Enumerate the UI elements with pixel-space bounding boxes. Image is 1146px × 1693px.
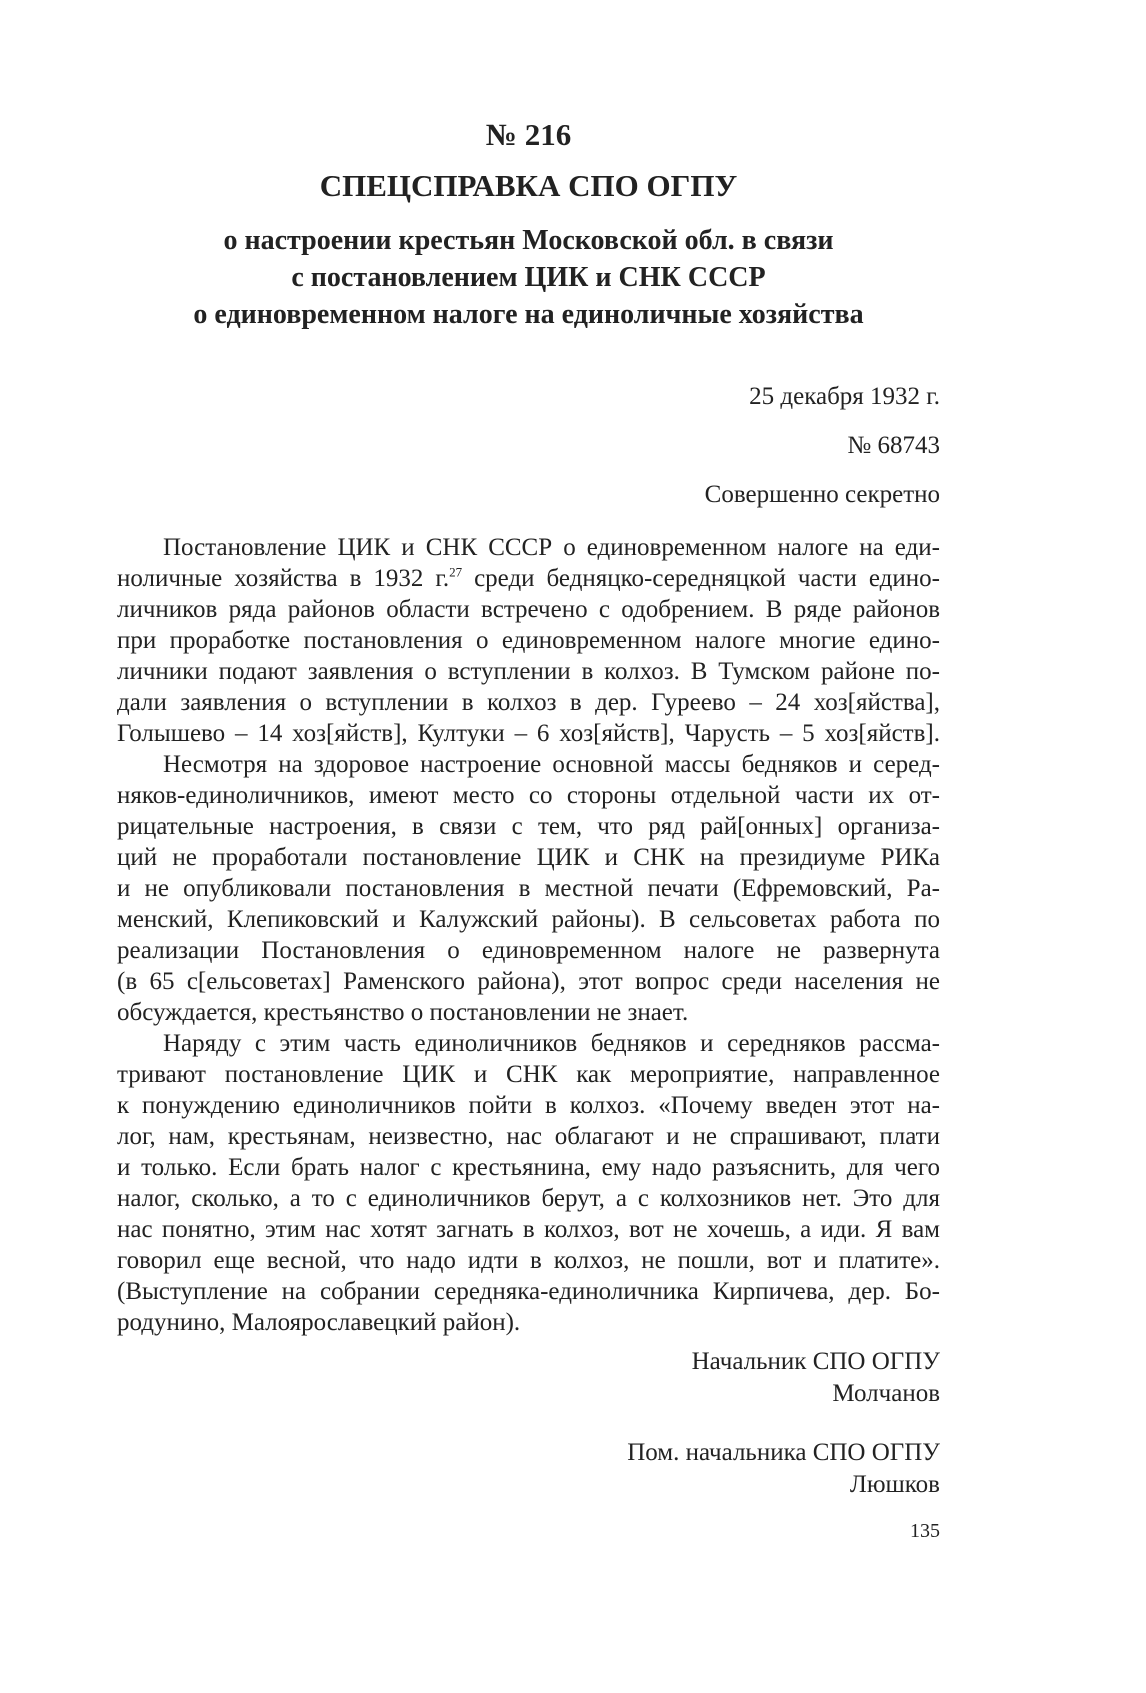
- text-line: к понуждению единоличников пойти в колхоз. «Почему введен этот на-: [117, 1092, 940, 1119]
- signature-block-deputy: [627, 1437, 940, 1501]
- subtitle-line: о единовременном налоге на единоличные хозяйства: [193, 299, 864, 330]
- text-line: няков-единоличников, имеют место со стороны отдельной части их от-: [117, 782, 940, 809]
- text-line: тривают постановление ЦИК и СНК как мероприятие, направленное: [117, 1061, 940, 1088]
- signature-title: Пом. начальника СПО ОГПУ: [627, 1439, 940, 1466]
- text-line: и только. Если брать налог с крестьянина, ему надо разъяснить, для чего: [117, 1154, 940, 1181]
- document-type: СПЕЦСПРАВКА СПО ОГПУ: [319, 168, 738, 203]
- text-line: родунино, Малоярославецкий район).: [117, 1309, 521, 1336]
- text-line: лог, нам, крестьянам, неизвестно, нас облагают и не спрашивают, плати: [117, 1123, 940, 1150]
- paragraph-1: [117, 532, 940, 749]
- text-line: (Выступление на собрании середняка-единоличника Кирпичева, дер. Бо-: [117, 1278, 940, 1305]
- text-line: [117, 563, 940, 594]
- document-subtitle: [0, 222, 1057, 333]
- text-line: Голышево – 14 хоз[яйств], Култуки – 6 хоз[яйств], Чарусть – 5 хоз[яйств].: [117, 720, 940, 747]
- text-line: нас понятно, этим нас хотят загнать в колхоз, вот не хочешь, а иди. Я вам: [117, 1216, 940, 1243]
- signature-name: Люшков: [849, 1471, 940, 1498]
- document-body: [117, 532, 940, 1338]
- text-line: и не опубликовали постановления в местной печати (Ефремовский, Ра-: [117, 875, 940, 902]
- text-line: реализации Постановления о единовременном налоге не развернута: [117, 937, 940, 964]
- text-line: Наряду с этим часть единоличников бедняков и середняков рассма-: [163, 1030, 940, 1057]
- registration-number: № 68743: [847, 432, 940, 459]
- text-line: обсуждается, крестьянство о постановлении не знает.: [117, 999, 689, 1026]
- document-date: 25 декабря 1932 г.: [749, 383, 940, 410]
- text-line: ций не проработали постановление ЦИК и СНК на президиуме РИКа: [117, 844, 940, 871]
- text-line: дали заявления о вступлении в колхоз в дер. Гуреево – 24 хоз[яйства],: [117, 689, 940, 716]
- footnote-marker: 27: [449, 564, 463, 580]
- paragraph-3: [117, 1028, 940, 1338]
- text-line: личники подают заявления о вступлении в колхоз. В Тумском районе по-: [117, 658, 940, 685]
- text-line: при проработке постановления о единовременном налоге многие едино-: [117, 627, 940, 654]
- page-number: 135: [910, 1520, 940, 1542]
- document-number: № 216: [485, 117, 572, 152]
- text-line: налог, сколько, а то с единоличников берут, а с колхозников нет. Это для: [117, 1185, 940, 1212]
- text-segment: ноличные хозяйства в 1932 г.: [117, 565, 450, 592]
- subtitle-line: о настроении крестьян Московской обл. в связи: [223, 225, 834, 256]
- text-line: говорил еще весной, что надо идти в колхоз, не пошли, вот и платите».: [117, 1247, 940, 1274]
- text-line: менский, Клепиковский и Калужский районы). В сельсоветах работа по: [117, 906, 940, 933]
- signature-block-head: [692, 1346, 940, 1410]
- text-line: рицательные настроения, в связи с тем, что ряд рай[онных] организа-: [117, 813, 940, 840]
- text-line: (в 65 с[ельсоветах] Раменского района), этот вопрос среди населения не: [117, 968, 940, 995]
- signature-name: Молчанов: [832, 1380, 940, 1407]
- text-line: личников ряда районов области встречено с одобрением. В ряде районов: [117, 596, 940, 623]
- text-line: Несмотря на здоровое настроение основной массы бедняков и серед-: [163, 751, 940, 778]
- classification-mark: Совершенно секретно: [704, 481, 940, 508]
- text-line: Постановление ЦИК и СНК СССР о единовременном налоге на еди-: [163, 534, 940, 561]
- text-segment: среди бедняцко-середняцкой части едино-: [462, 565, 940, 592]
- paragraph-2: [117, 749, 940, 1028]
- signature-title: Начальник СПО ОГПУ: [691, 1348, 940, 1375]
- subtitle-line: с постановлением ЦИК и СНК СССР: [291, 262, 766, 293]
